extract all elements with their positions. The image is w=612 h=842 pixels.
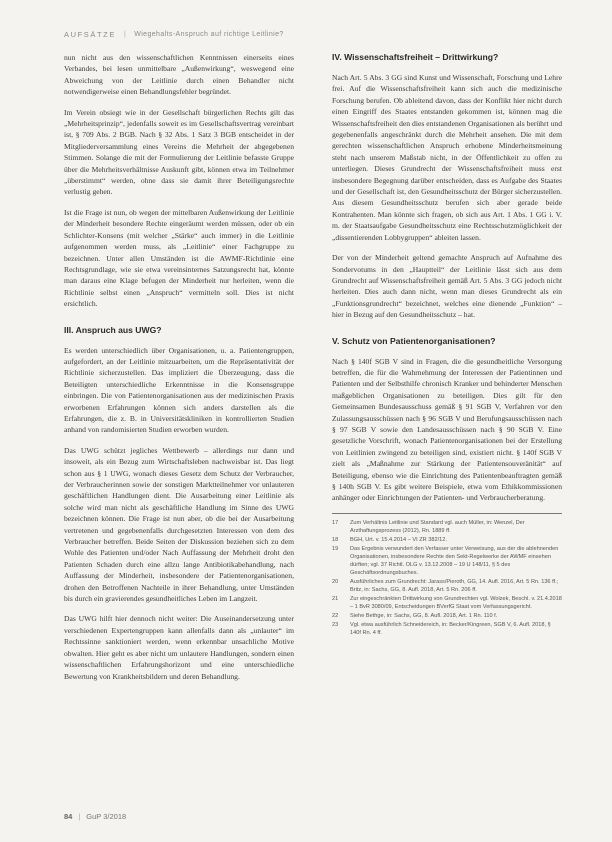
footnote (332, 519, 562, 535)
footnote-number: 17 (332, 519, 339, 526)
footnotes (332, 519, 562, 637)
page-footer (64, 812, 126, 821)
paragraph: Das UWG hilft hier dennoch nicht weiter: Die Auseinandersetzung unter verschiedenen Expertengruppen kann allenfalls dann als „unlauter“ im Rechtssinne sanktioniert werden, wenn erkennbar unsachliche Motive obwalten. Hier geht es aber nicht um unlautere Handlungen, sondern einen wissenschaftlichen Erfahrungshorizont und eine unterschiedliche Bewertung von Krankheitsbildern und deren Behandlung. (64, 614, 294, 681)
footnote-number: 19 (332, 545, 339, 552)
running-header (64, 27, 554, 41)
footnote-number: 18 (332, 536, 339, 543)
section-heading-iii: III. Anspruch aus UWG? (64, 324, 162, 335)
paragraph: Der von der Minderheit geltend gemachte Anspruch auf Aufnahme des Sondervotums in den „Hauptteil“ der Leitlinie lässt sich aus dem Grundrecht auf Wissenschaftsfreiheit gemäß Art. 5 Abs. 3 GG jedoch nicht herleiten. Dies auch dann nicht, wenn man dieses Grundrecht als ein „Funktionsgrundrecht“ bezeichnet, welches eine dienende „Funktion“ – hier in Bezug auf den Gesundheitsschutz – hat. (332, 253, 562, 320)
footnote-rule (332, 513, 562, 514)
footnote (332, 621, 562, 637)
footnote-text: Zur eingeschränkten Drittwirkung von Grundrechten vgl. Wolzek, Beschl. v. 21.4.2018 – 1 BvR 3080/09, Entscheidungen BVerfG Staat vom Verfassungsgericht. (350, 595, 562, 610)
footnote (332, 578, 562, 594)
section-heading-iv: IV. Wissenschaftsfreiheit – Drittwirkung? (332, 52, 499, 62)
footnote-number: 23 (332, 621, 339, 628)
footnote-text: BGH, Urt. v. 15.4.2014 – VI ZR 382/12. (350, 536, 447, 543)
header-section: AUFSÄTZE (64, 29, 116, 39)
paragraph: Es werden unterschiedlich über Organisationen, u. a. Patientengruppen, aufgefordert, an der Leitlinie mitzuarbeiten, um die Repräsentativität der Richtlinie sicherzustellen. Das impliziert die Überzeugung, dass die Beteiligten unterschiedliche Erkenntnisse in die Konsensgruppe einbringen. Die von Patientenorganisationen aus der medizinischen Praxis erworbenen Erfahrungen können sich anders darstellen als die Erfahrungen, die z. B. in Universitätskliniken in kontrollierten Studien anhand von randomisierten Studien erworben wurden. (64, 345, 294, 435)
footnote-text: Zum Verhältnis Leitlinie und Standard vgl. auch Müller, in: Wenzel, Der Arzthaftungsprozess (2012), Rn. 1889 ff. (350, 519, 525, 534)
journal-issue: GuP 3/2018 (86, 812, 127, 821)
footnote (332, 545, 562, 577)
footnote (332, 595, 562, 611)
footnote (332, 612, 562, 620)
section-heading-v: V. Schutz von Patientenorganisationen? (332, 335, 496, 346)
right-column (332, 52, 562, 638)
header-title: Wiegehalts-Anspruch auf richtige Leitlinie? (134, 30, 284, 38)
paragraph: Ist die Frage ist nun, ob wegen der mittelbaren Außenwirkung der Leitlinie der Minderheit besondere Rechte eingeräumt werden müssen, oder ob ein Schlichter-Konsens (mit welcher „Stärke“ auch immer) in die Leitlinie aufgenommen werden muss, als „Leitlinie“ einer Fachgruppe zu bezeichnen. Unter allen Umständen ist die AWMF-Richtlinie eine Rechtsgrundlage, wie sie etwa vereinsinternes Satzungsrecht hat, könnte man daraus eine Klage befugen der Minderheit nur herleiten, wenn die Richtlinie selbst einen „Anspruch“ vermitteln soll. Dies ist nicht ersichtlich. (64, 207, 294, 309)
paragraph: Nach Art. 5 Abs. 3 GG sind Kunst und Wissenschaft, Forschung und Lehre frei. Auf die Wissenschaftsfreiheit kann sich auch die medizinische Forschung berufen. Ob ableitend davon, dass der Konflikt hier nicht durch einen Eingriff des Staates entstanden gekommen ist, können mag die Wissenschaftsfreiheit den dies entstandenen Organisationen als berührt und gegebenenfalls angeschränkt durch die Mehrheit ansehen. Die mit dem gerechten wissenschaftlichen Anspruch erhobene Minderheitsmeinung steht nach unserem Maßstab nicht, in der Öffentlichkeit zu offen zu unterliegen. Dieses Grundrecht der Wissenschaftsfreiheit muss erst insbesondere Begegnung darüber entscheiden, dass es Aufgabe des Staates und der Gesellschaft ist, den Gesundheitsschutz der Bürger sicherzustellen. Aus diesem Gesundheitsschutz berufen sich aber gerade beide Kontrahenten. Man könnte sich fragen, ob sich aus Art. 1 Abs. 1 GG i. V. m. der Staatsaufgabe Gesundheitsschutz eine Rechtsschutzmöglichkeit der „dissentierenden Lobbygruppen“ ableiten lassen. (332, 73, 562, 242)
left-column (64, 52, 294, 691)
footnote-number: 20 (332, 578, 339, 585)
paragraph: Nach § 140f SGB V sind in Fragen, die die gesundheitliche Versorgung betreffen, die für die Wahrnehmung der Interessen der Patientinnen und Patienten und der Selbsthilfe chronisch Kranker und behinderter Menschen maßgeblichen Organisationen zu beteiligen. Dies gilt für den Gemeinsamen Bundesausschuss gemäß § 91 SGB V, Verfahren vor den Zulassungsausschüssen nach § 96 SGB V und Berufungsausschüssen nach § 97 SGB V sowie den Landesausschüssen nach § 90 SGB V. Eine gesetzliche Vorschrift, wonach Patientenorganisationen bei der Erstellung von Leitlinien zwingend zu beteiligen sind, existiert nicht. § 140f SGB V zielt als „Maßnahme zur Stärkung der Patientensouveränität“ auf Beteiligung, ebenso wie die Einrichtung des Patientenbeauftragten gemäß § 140h SGB V. Es gibt weitere Beispiele, etwa vom Ethikkommissionen anhänger oder Einrichtungen der Patienten- und Verbraucherberatung. (332, 356, 562, 503)
paragraph: Im Verein obsiegt wie in der Gesellschaft bürgerlichen Rechts gilt das „Mehrheitsprinzip“, jedenfalls soweit es im Gesellschaftsvertrag vereinbart ist, § 709 Abs. 2 BGB. Nach § 32 Abs. 1 Satz 3 BGB entscheidet in der Mitgliederversammlung eines Vereins die Mehrheit der abgegebenen Stimmen. Solange die mit der Formulierung der Leitlinie befasste Gruppe über die Mehrheitsverhältnisse Auskunft gibt, können etwa im Teilnehmer „überstimmt“ werden, ohne dass sie damit ihrer Beteiligungsrechte verlustig gehen. (64, 107, 294, 197)
footnote-text: Ausführliches zum Grundrecht: Jarass/Pieroth, GG, 14. Aufl. 2016, Art. 5 Rn. 136 ff.; Britz, in: Sachs, GG, 8. Aufl. 2018, Art. 5 Rn. 206 ff. (350, 578, 559, 593)
footnote (332, 536, 562, 544)
footer-separator: | (78, 812, 81, 821)
paragraph: nun nicht aus den wissenschaftlichen Kenntnissen einerseits eines Verbandes, bei lesen unmittelbare „Außenwirkung“, weswegend eine Abweichung von der Leitlinie durch einen Behandler nicht notwendigerweise einen Behandlungsfehler begründet. (64, 53, 294, 97)
footnote-number: 21 (332, 595, 339, 602)
page-number: 84 (64, 812, 73, 821)
footnote-number: 22 (332, 612, 339, 619)
footnote-text: Siehe Bethge, in: Sachs, GG, 8. Aufl. 2018, Art. 1 Rn. 110 f. (350, 612, 498, 619)
footnote-text: Das Ergebnis verwundert den Verfasser unter Verweisung, aus der die ablehnenden Organisationen, insbesondere Rechte den Sekt-Regelwerke der AWMF einsehen dürften; vgl. 37 Richtl. OLG v. 13.12.2008 – 19 U 148/11, § 5 des Geschäftsordnungsbuches. (350, 545, 559, 576)
paragraph: Das UWG schützt jegliches Wettbewerb – allerdings nur dann und insoweit, als ein Bezug zum Wirtschaftsleben nachweisbar ist. Das liegt schon aus § 1 UWG, wonach dieses Gesetz dem Schutz der Verbraucher, der Verbraucherinnen sowie der sonstigen Marktteilnehmer vor unlauteren geschäftlichen Handlungen dient. Die Ausarbeitung einer Leitlinie als solche wird man nicht als geschäftliche Handlung im Sinne des UWG bezeichnen können. Die Frage ist nun aber, ob die bei der Ausarbeitung vertretenen und gegebenenfalls durchgesetzten Interessen von dem des Verbraucher betreffen. Beide Seiten der Diskussion beziehen sich zu dem Wohle des Patienten und/oder Nach Auffassung der Mehrheit droht den Patienten Schaden durch eine allzu lange Antibiotikabehandlung, nach Auffassung der Minderheit, insbesondere der Patientenorganisationen, drohen den Betroffenen Nachteile in ihrer Behandlung, unter Umständen bis durch ein gravierendes gesundheitliches Leben im Langzeit. (64, 445, 294, 604)
footnote-text: Vgl. etwa ausführlich Schneidereich, in: Becker/Kingreen, SGB V, 6. Aufl. 2018, § 140f Rn. 4 ff. (350, 621, 551, 636)
header-separator: | (123, 30, 127, 38)
